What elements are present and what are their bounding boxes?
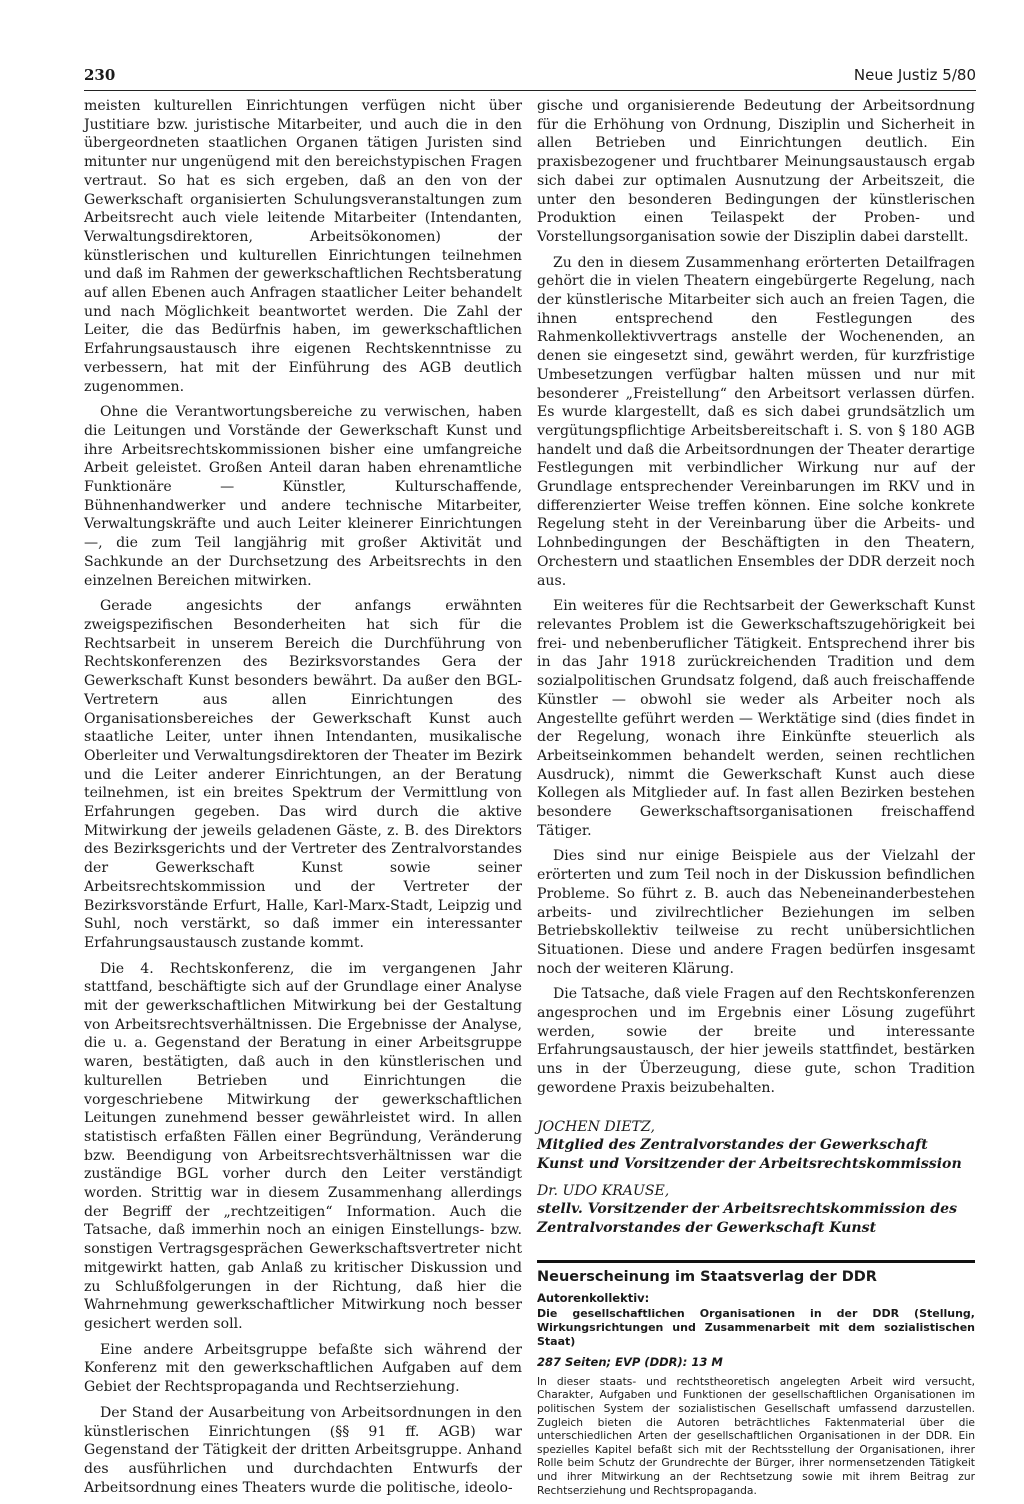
paragraph: Dies sind nur einige Beispiele aus der Vielzahl der erörterten und zum Teil noch in der Diskussion befindlichen Probleme. So führt z. B. auch das Nebeneinanderbestehen arbeits- und zivilrechtlicher Beziehungen im selben Betriebskollektiv teilweise zu recht unübersichtlichen Situationen. Diese und andere Fragen bedürfen insgesamt noch der weiteren Klärung. [537,848,975,977]
notice-meta: 287 Seiten; EVP (DDR): 13 M [537,1354,723,1369]
page-number: 230 [84,66,116,84]
page-header [84,66,976,91]
paragraph: Ohne die Verantwortungsbereiche zu verwischen, haben die Leitungen und Vorstände der Gewerkschaft Kunst und ihre Arbeitsrechtskommissionen bisher eine umfangreiche Arbeit geleistet. Großen Anteil daran haben ehrenamtliche Funktionäre — Künstler, Kulturschaffende, Bühnenhandwerker und andere technische Mitarbeiter, Verwaltungskräfte und auch Leiter kleinerer Einrichtungen —, die zum Teil langjährig mit großer Aktivität und Sachkunde an der Durchsetzung des Arbeitsrechts in den einzelnen Bereichen mitwirken. [84,404,522,589]
notice-title: Neuerscheinung im Staatsverlag der DDR [537,1268,877,1285]
author-role: Mitglied des Zentralvorstandes der Gewerkschaft Kunst und Vorsitzender der Arbeitsrechtskommission [537,1137,962,1172]
notice-book-title: Die gesellschaftlichen Organisationen in der DDR (Stellung, Wirkungsrichtungen und Zusammenarbeit mit dem sozialistischen Staat) [537,1306,975,1348]
paragraph: Gerade angesichts der anfangs erwähnten zweigspezifischen Besonderheiten hat sich für die Rechtsarbeit in unserem Bereich die Durchführung von Rechtskonferenzen des Bezirksvorstandes Gera der Gewerkschaft Kunst besonders bewährt. Da außer den BGL-Vertretern aus allen Einrichtungen des Organisationsbereiches der Gewerkschaft Kunst auch staatliche Leiter, unter ihnen Intendanten, musikalische Oberleiter und Verwaltungsdirektoren der Theater im Bezirk und die Leiter anderer Einrichtungen, an der Beratung teilnehmen, ist ein breites Spektrum der Vermittlung von Erfahrungen gegeben. Das wird durch die aktive Mitwirkung der jeweils geladenen Gäste, z. B. des Direktors des Bezirksgerichts und der Vertreter des Zentralvorstandes der Gewerkschaft Kunst sowie seiner Arbeitsrechtskommission und der Vertreter der Bezirksvorstände Erfurt, Halle, Karl-Marx-Stadt, Leipzig und Suhl, noch verstärkt, so daß immer ein interessanter Erfahrungsaustausch zustande kommt. [84,598,522,951]
signature-block [537,1118,975,1174]
paragraph: Zu den in diesem Zusammenhang erörterten Detailfragen gehört die in vielen Theatern eingebürgerte Regelung, nach der künstlerische Mitarbeiter sich auch an freien Tagen, die ihnen entsprechend den Festlegungen des Rahmenkollektivvertrags anstelle der Wochenenden, an denen sie eingesetzt sind, gewährt werden, für kurzfristige Umbesetzungen verfügbar halten müssen und nur mit besonderer „Freistellung“ den Arbeitsort verlassen dürfen. Es wurde klargestellt, daß es sich dabei grundsätzlich um vergütungspflichtige Arbeitsbereitschaft i. S. von § 180 AGB handelt und daß die Arbeitsordnungen der Theater derartige Festlegungen mit verbindlicher Wirkung nur auf der Grundlage entsprechender Vereinbarungen im RKV und in differenzierter Weise treffen können. Eine solche konkrete Regelung steht in der Vereinbarung über die Arbeits- und Lohnbedingungen der Beschäftigten in den Theatern, Orchestern und staatlichen Ensembles der DDR derzeit noch aus. [537,254,975,589]
publication-notice [537,1260,975,1497]
signature-block [537,1182,975,1238]
paragraph: Die Tatsache, daß viele Fragen auf den Rechtskonferenzen angesprochen und im Ergebnis einer Lösung zugeführt werden, sowie der breite und interessante Erfahrungsaustausch, der hier jeweils stattfindet, bestärken uns in der Überzeugung, diese gute, schon Tradition gewordene Praxis beizubehalten. [537,986,975,1096]
author-name: Dr. UDO KRAUSE, [537,1182,670,1199]
paragraph: Der Stand der Ausarbeitung von Arbeitsordnungen in den künstlerischen Einrichtungen (§§ 91 ff. AGB) war Gegenstand der Tätigkeit der dritten Arbeitsgruppe. Anhand des ausführlichen und durchdachten Entwurfs der Arbeitsordnung eines Theaters wurde die politische, ideolo- [84,1404,522,1496]
paragraph: meisten kulturellen Einrichtungen verfügen nicht über Justitiare bzw. juristische Mitarbeiter, und auch die in den übergeordneten staatlichen Organen tätigen Juristen sind mitunter nur ungenügend mit den bereichstypischen Fragen vertraut. So hat es sich ergeben, daß an den von der Gewerkschaft organisierten Schulungsveranstaltungen zum Arbeitsrecht auch viele leitende Mitarbeiter (Intendanten, Verwaltungsdirektoren, Arbeitsökonomen) der künstlerischen und kulturellen Einrichtungen teilnehmen und daß im Rahmen der gewerkschaftlichen Rechtsberatung auf allen Ebenen auch Anfragen staatlicher Leiter behandelt und nach Möglichkeit beantwortet werden. Die Zahl der Leiter, die das Bedürfnis haben, im gewerkschaftlichen Erfahrungsaustausch ihre eigenen Rechtskenntnisse zu verbessern, hat mit der Einführung des AGB deutlich zugenommen. [84,98,522,395]
journal-issue: Neue Justiz 5/80 [853,66,976,84]
notice-body: In dieser staats- und rechtstheoretisch angelegten Arbeit wird versucht, Charakter, Aufgaben und Funktionen der gesellschaftlichen Organisationen im politischen System der sozialistischen Gesellschaft umfassend darzustellen. Zugleich bieten die Autoren beträchtliches Faktenmaterial über die unterschiedlichen Arten der gesellschaftlichen Organisationen in der DDR. Ein spezielles Kapitel befaßt sich mit der Rechtsstellung der Organisationen, ihrer Rolle beim Schutz der Grundrechte der Bürger, ihrer normensetzenden Tätigkeit und ihrer Mitwirkung an der Rechtsetzung sowie mit ihrem Beitrag zur Rechtserziehung und Rechtspropaganda. [537,1374,975,1497]
right-column [537,97,975,1497]
paragraph: Eine andere Arbeitsgruppe befaßte sich während der Konferenz mit den gewerkschaftlichen Aufgaben auf dem Gebiet der Rechtspropaganda und Rechtserziehung. [84,1341,522,1396]
notice-authors: Autorenkollektiv: [537,1290,650,1305]
left-column [84,97,522,1504]
author-name: JOCHEN DIETZ, [537,1118,655,1135]
paragraph: Ein weiteres für die Rechtsarbeit der Gewerkschaft Kunst relevantes Problem ist die Gewerkschaftszugehörigkeit bei frei- und nebenberuflicher Tätigkeit. Entsprechend ihrer bis in das Jahr 1918 zurückreichenden Tradition und dem sozialpolitischen Grundsatz folgend, daß auch freischaffende Künstler — obwohl sie weder als Arbeiter noch als Angestellte geführt werden — Werktätige sind (dies findet in der Regelung, wonach ihre Einkünfte steuerlich als Arbeitseinkommen behandelt werden, seinen rechtlichen Ausdruck), nimmt die Gewerkschaft Kunst auch diese Kollegen als Mitglieder auf. In fast allen Bezirken bestehen besondere Gewerkschaftsorganisationen freischaffend Tätiger. [537,598,975,839]
author-signatures [537,1118,975,1238]
paragraph: Die 4. Rechtskonferenz, die im vergangenen Jahr stattfand, beschäftigte sich auf der Grundlage einer Analyse mit der gewerkschaftlichen Mitwirkung bei der Gestaltung von Arbeitsrechtsverhältnissen. Die Ergebnisse der Analyse, die u. a. Gegenstand der Beratung in einer Arbeitsgruppe waren, bestätigten, daß auch in den künstlerischen und kulturellen Betrieben und Einrichtungen die vorgeschriebene Mitwirkung der gewerkschaftlichen Leitungen zunehmend besser gewährleistet wird. In allen statistisch erfaßten Fällen einer Begründung, Veränderung bzw. Beendigung von Arbeitsrechtsverhältnissen war die zuständige BGL vorher durch den Leiter verständigt worden. Strittig war in diesem Zusammenhang allerdings der Begriff der „rechtzeitigen“ Information. Auch die Tatsache, daß immerhin noch an einigen Einstellungs- bzw. sonstigen Vertragsgesprächen Gewerkschaftsvertreter nicht mitgewirkt hatten, gab Anlaß zu kritischer Diskussion und zu Schlußfolgerungen in der Richtung, daß hier die Wahrnehmung gewerkschaftlicher Mitwirkung noch besser gesichert werden soll. [84,960,522,1332]
paragraph: gische und organisierende Bedeutung der Arbeitsordnung für die Erhöhung von Ordnung, Disziplin und Sicherheit in allen Betrieben und Einrichtungen deutlich. Ein praxisbezogener und fruchtbarer Meinungsaustausch ergab sich dabei zur optimalen Ausnutzung der Arbeitszeit, die unter den besonderen Bedingungen der künstlerischen Produktion einen Teilaspekt der Proben- und Vorstellungsorganisation sowie der Disziplin dabei darstellt. [537,98,975,245]
author-role: stellv. Vorsitzender der Arbeitsrechtskommission des Zentralvorstandes der Gewerkschaft Kunst [537,1201,958,1237]
